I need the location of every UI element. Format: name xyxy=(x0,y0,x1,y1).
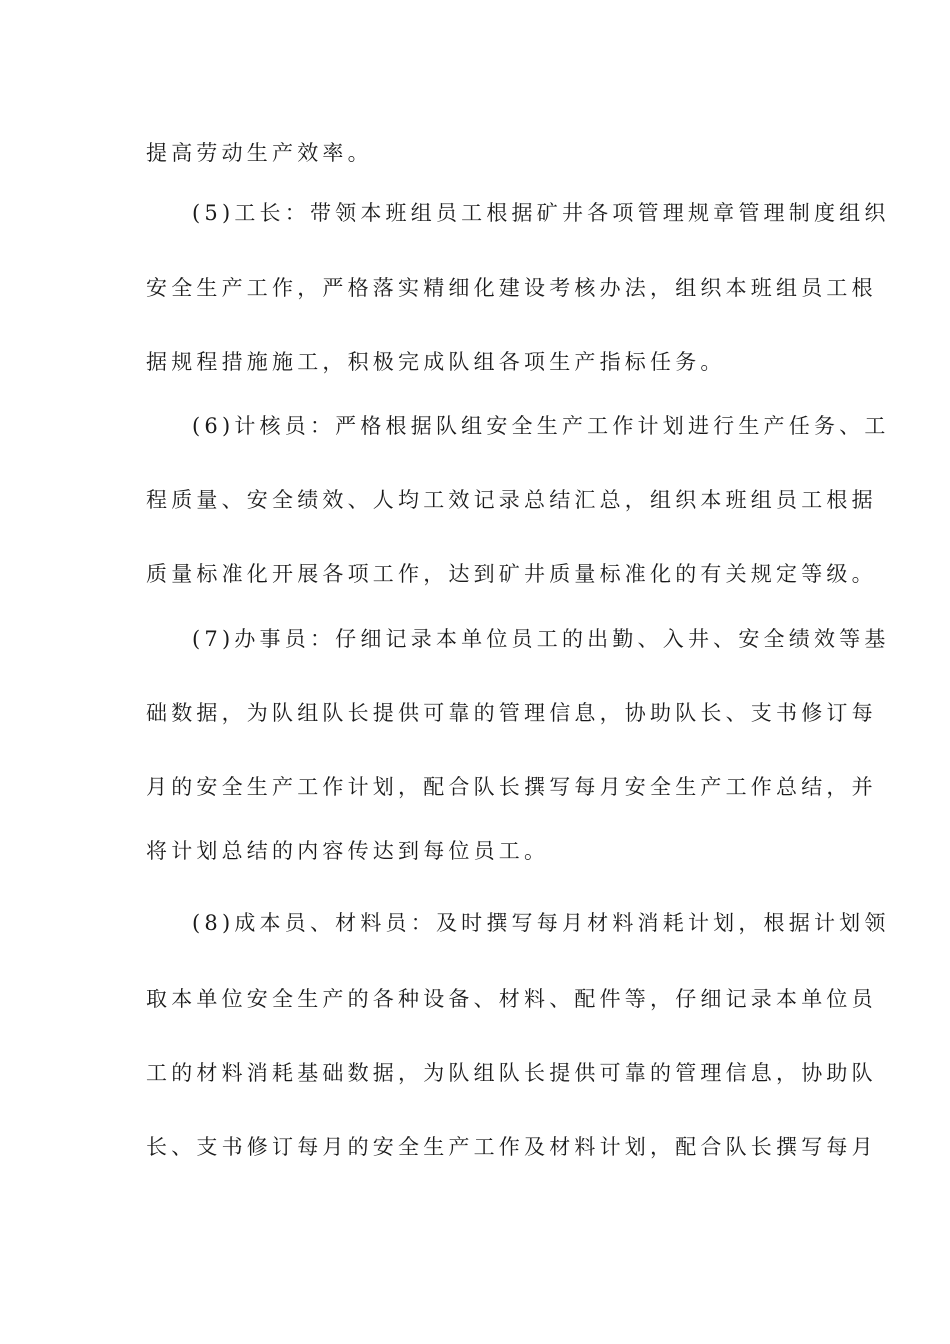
paragraph-7-first-line: (7)办事员：仔细记录本单位员工的出勤、入井、安全绩效等基 xyxy=(192,627,890,651)
text-line: 质量标准化开展各项工作，达到矿井质量标准化的有关规定等级。 xyxy=(146,562,877,586)
text-line: 长、支书修订每月的安全生产工作及材料计划，配合队长撰写每月 xyxy=(146,1135,877,1159)
text-line: 据规程措施施工，积极完成队组各项生产指标任务。 xyxy=(146,350,726,374)
paragraph-8-first-line: (8)成本员、材料员：及时撰写每月材料消耗计划，根据计划领 xyxy=(192,911,890,935)
paragraph-5-first-line: (5)工长：带领本班组员工根据矿井各项管理规章管理制度组织 xyxy=(192,201,890,225)
text-line: 提高劳动生产效率。 xyxy=(146,141,373,165)
text-line: 取本单位安全生产的各种设备、材料、配件等，仔细记录本单位员 xyxy=(146,987,877,1011)
text-line: 将计划总结的内容传达到每位员工。 xyxy=(146,839,550,863)
text-line: 工的材料消耗基础数据，为队组队长提供可靠的管理信息，协助队 xyxy=(146,1061,877,1085)
text-line: 安全生产工作，严格落实精细化建设考核办法，组织本班组员工根 xyxy=(146,276,877,300)
paragraph-6-first-line: (6)计核员：严格根据队组安全生产工作计划进行生产任务、工 xyxy=(192,414,890,438)
text-line: 程质量、安全绩效、人均工效记录总结汇总，组织本班组员工根据 xyxy=(146,488,877,512)
text-line: 础数据，为队组队长提供可靠的管理信息，协助队长、支书修订每 xyxy=(146,701,877,725)
text-line: 月的安全生产工作计划，配合队长撰写每月安全生产工作总结，并 xyxy=(146,775,877,799)
